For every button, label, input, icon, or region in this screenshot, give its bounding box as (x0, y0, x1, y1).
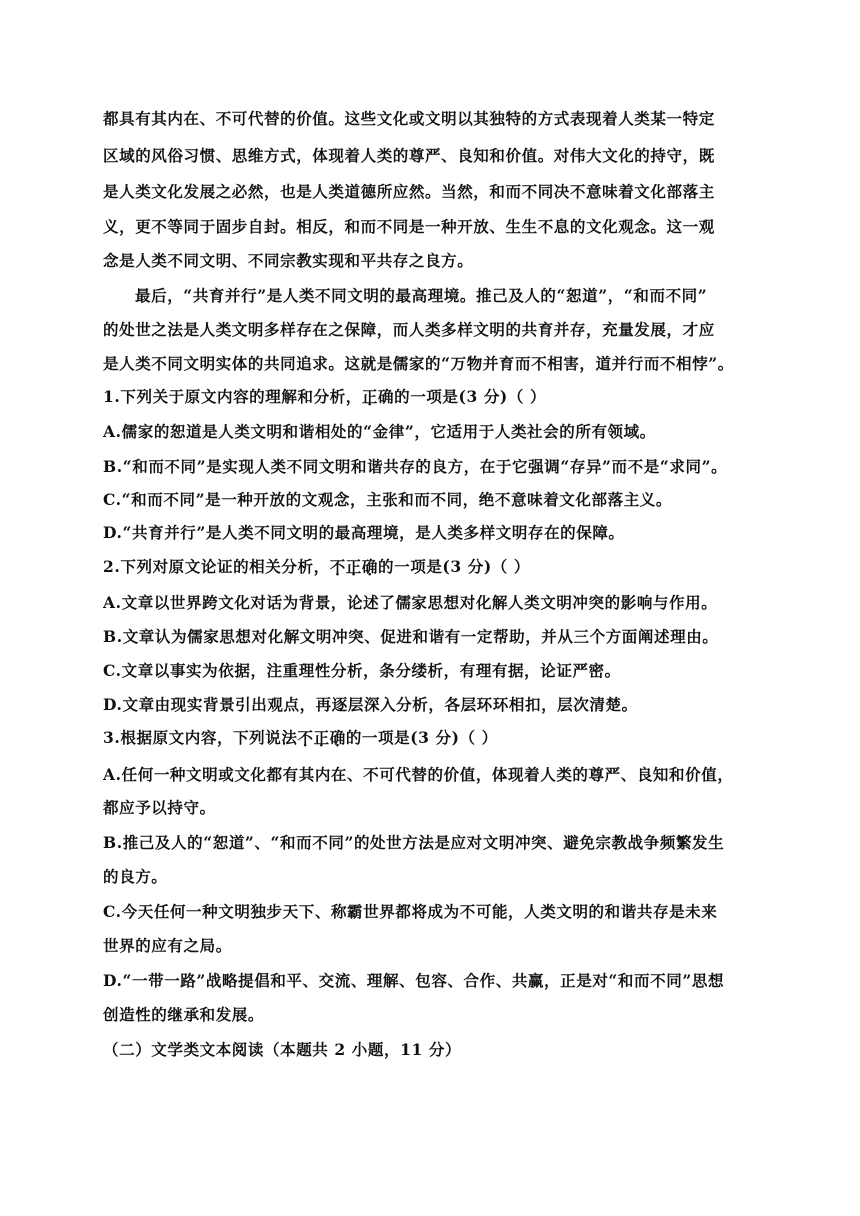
emphasis-char: 不 (329, 557, 346, 576)
question-stem (103, 727, 758, 749)
text-line: 最后，“共育并行”是人类不同文明的最高理境。推己及人的“恕道”，“和而不同” (135, 286, 708, 305)
stem-text: 2.下列对原文论证的相关分析， (103, 557, 330, 576)
option-b: B.文章认为儒家思想对化解文明冲突、促进和谐有一定帮助，并从三个方面阐述理由。 (103, 627, 719, 646)
stem-text: 的一项是(3 分)（ ） (345, 728, 498, 747)
option-a-cont: 都应予以持守。 (103, 798, 216, 817)
emphasis-char: 确 (361, 557, 379, 576)
question-stem (103, 386, 758, 408)
option-d: D.“一带一路”战略提倡和平、交流、理解、包容、合作、共赢，正是对“和而不同”思想 (103, 971, 725, 990)
emphasis-char: 不 (297, 728, 314, 747)
option-b: B.“和而不同”是实现人类不同文明和谐共存的良方，在于它强调“存异”而不是“求同”。 (103, 457, 728, 476)
stem-text: 的一项是(3 分)（ ） (378, 557, 530, 576)
stem-text: 1.下列关于原文内容的理解和分析， (103, 387, 362, 406)
option-a: A.任何一种文明或文化都有其内在、不可代替的价值，体现着人类的尊严、良知和价值， (103, 765, 734, 784)
option-b-cont: 的良方。 (103, 867, 168, 886)
emphasis-char: 正 (313, 728, 330, 747)
question-stem (103, 556, 758, 578)
text-line: 区域的风俗习惯、思维方式，体现着人类的尊严、良知和价值。对伟大文化的持守，既 (103, 146, 715, 165)
option-c: C.“和而不同”是一种开放的文观念，主张和而不同，绝不意味着文化部落主义。 (103, 490, 672, 509)
text-line: 义，更不等同于固步自封。相反，和而不同是一种开放、生生不息的文化观念。这一观 (103, 217, 715, 236)
emphasis-char: 正 (361, 387, 378, 406)
section-heading: （二）文学类文本阅读（本题共 2 小题，11 分） (103, 1040, 462, 1059)
option-c-cont: 世界的应有之局。 (103, 936, 232, 955)
option-b: B.推己及人的“恕道”、“和而不同”的处世方法是应对文明冲突、避免宗教战争频繁发生 (103, 833, 725, 852)
text-line: 念是人类不同文明、不同宗教实现和平共存之良方。 (103, 251, 474, 270)
emphasis-char: 确 (329, 728, 346, 747)
option-d: D.“共育并行”是人类不同文明的最高理境，是人类多样文明存在的保障。 (103, 523, 625, 542)
text-line: 都具有其内在、不可代替的价值。这些文化或文明以其独特的方式表现着人类某一特定 (103, 109, 715, 128)
stem-text: 3.根据原文内容，下列说法 (103, 728, 298, 747)
option-a: A.文章以世界跨文化对话为背景，论述了儒家思想对化解人类文明冲突的影响与作用。 (103, 593, 718, 612)
text-line: 的处世之法是人类文明多样存在之保障，而人类多样文明的共育并存，充量发展，才应 (103, 320, 715, 339)
option-d-cont: 创造性的继承和发展。 (103, 1005, 265, 1024)
text-line: 是人类不同文明实体的共同追求。这就是儒家的“万物并育而不相害，道并行而不相悖”。 (103, 354, 734, 373)
option-d: D.文章由现实背景引出观点，再逐层深入分析，各层环环相扣，层次清楚。 (103, 695, 638, 714)
emphasis-char: 正 (345, 557, 362, 576)
text-line: 是人类文化发展之必然，也是人类道德所应然。当然，和而不同决不意味着文化部落主 (103, 182, 715, 201)
stem-char: 确 (378, 387, 395, 406)
option-c: C.今天任何一种文明独步天下、称霸世界都将成为不可能，人类文明的和谐共存是未来 (103, 902, 718, 921)
option-a: A.儒家的恕道是人类文明和谐相处的“金律”，它适用于人类社会的所有领域。 (103, 422, 656, 441)
option-c: C.文章以事实为依据，注重理性分析，条分缕析，有理有据，论证严密。 (103, 661, 621, 680)
stem-text: 的一项是(3 分)（ ） (394, 387, 547, 406)
